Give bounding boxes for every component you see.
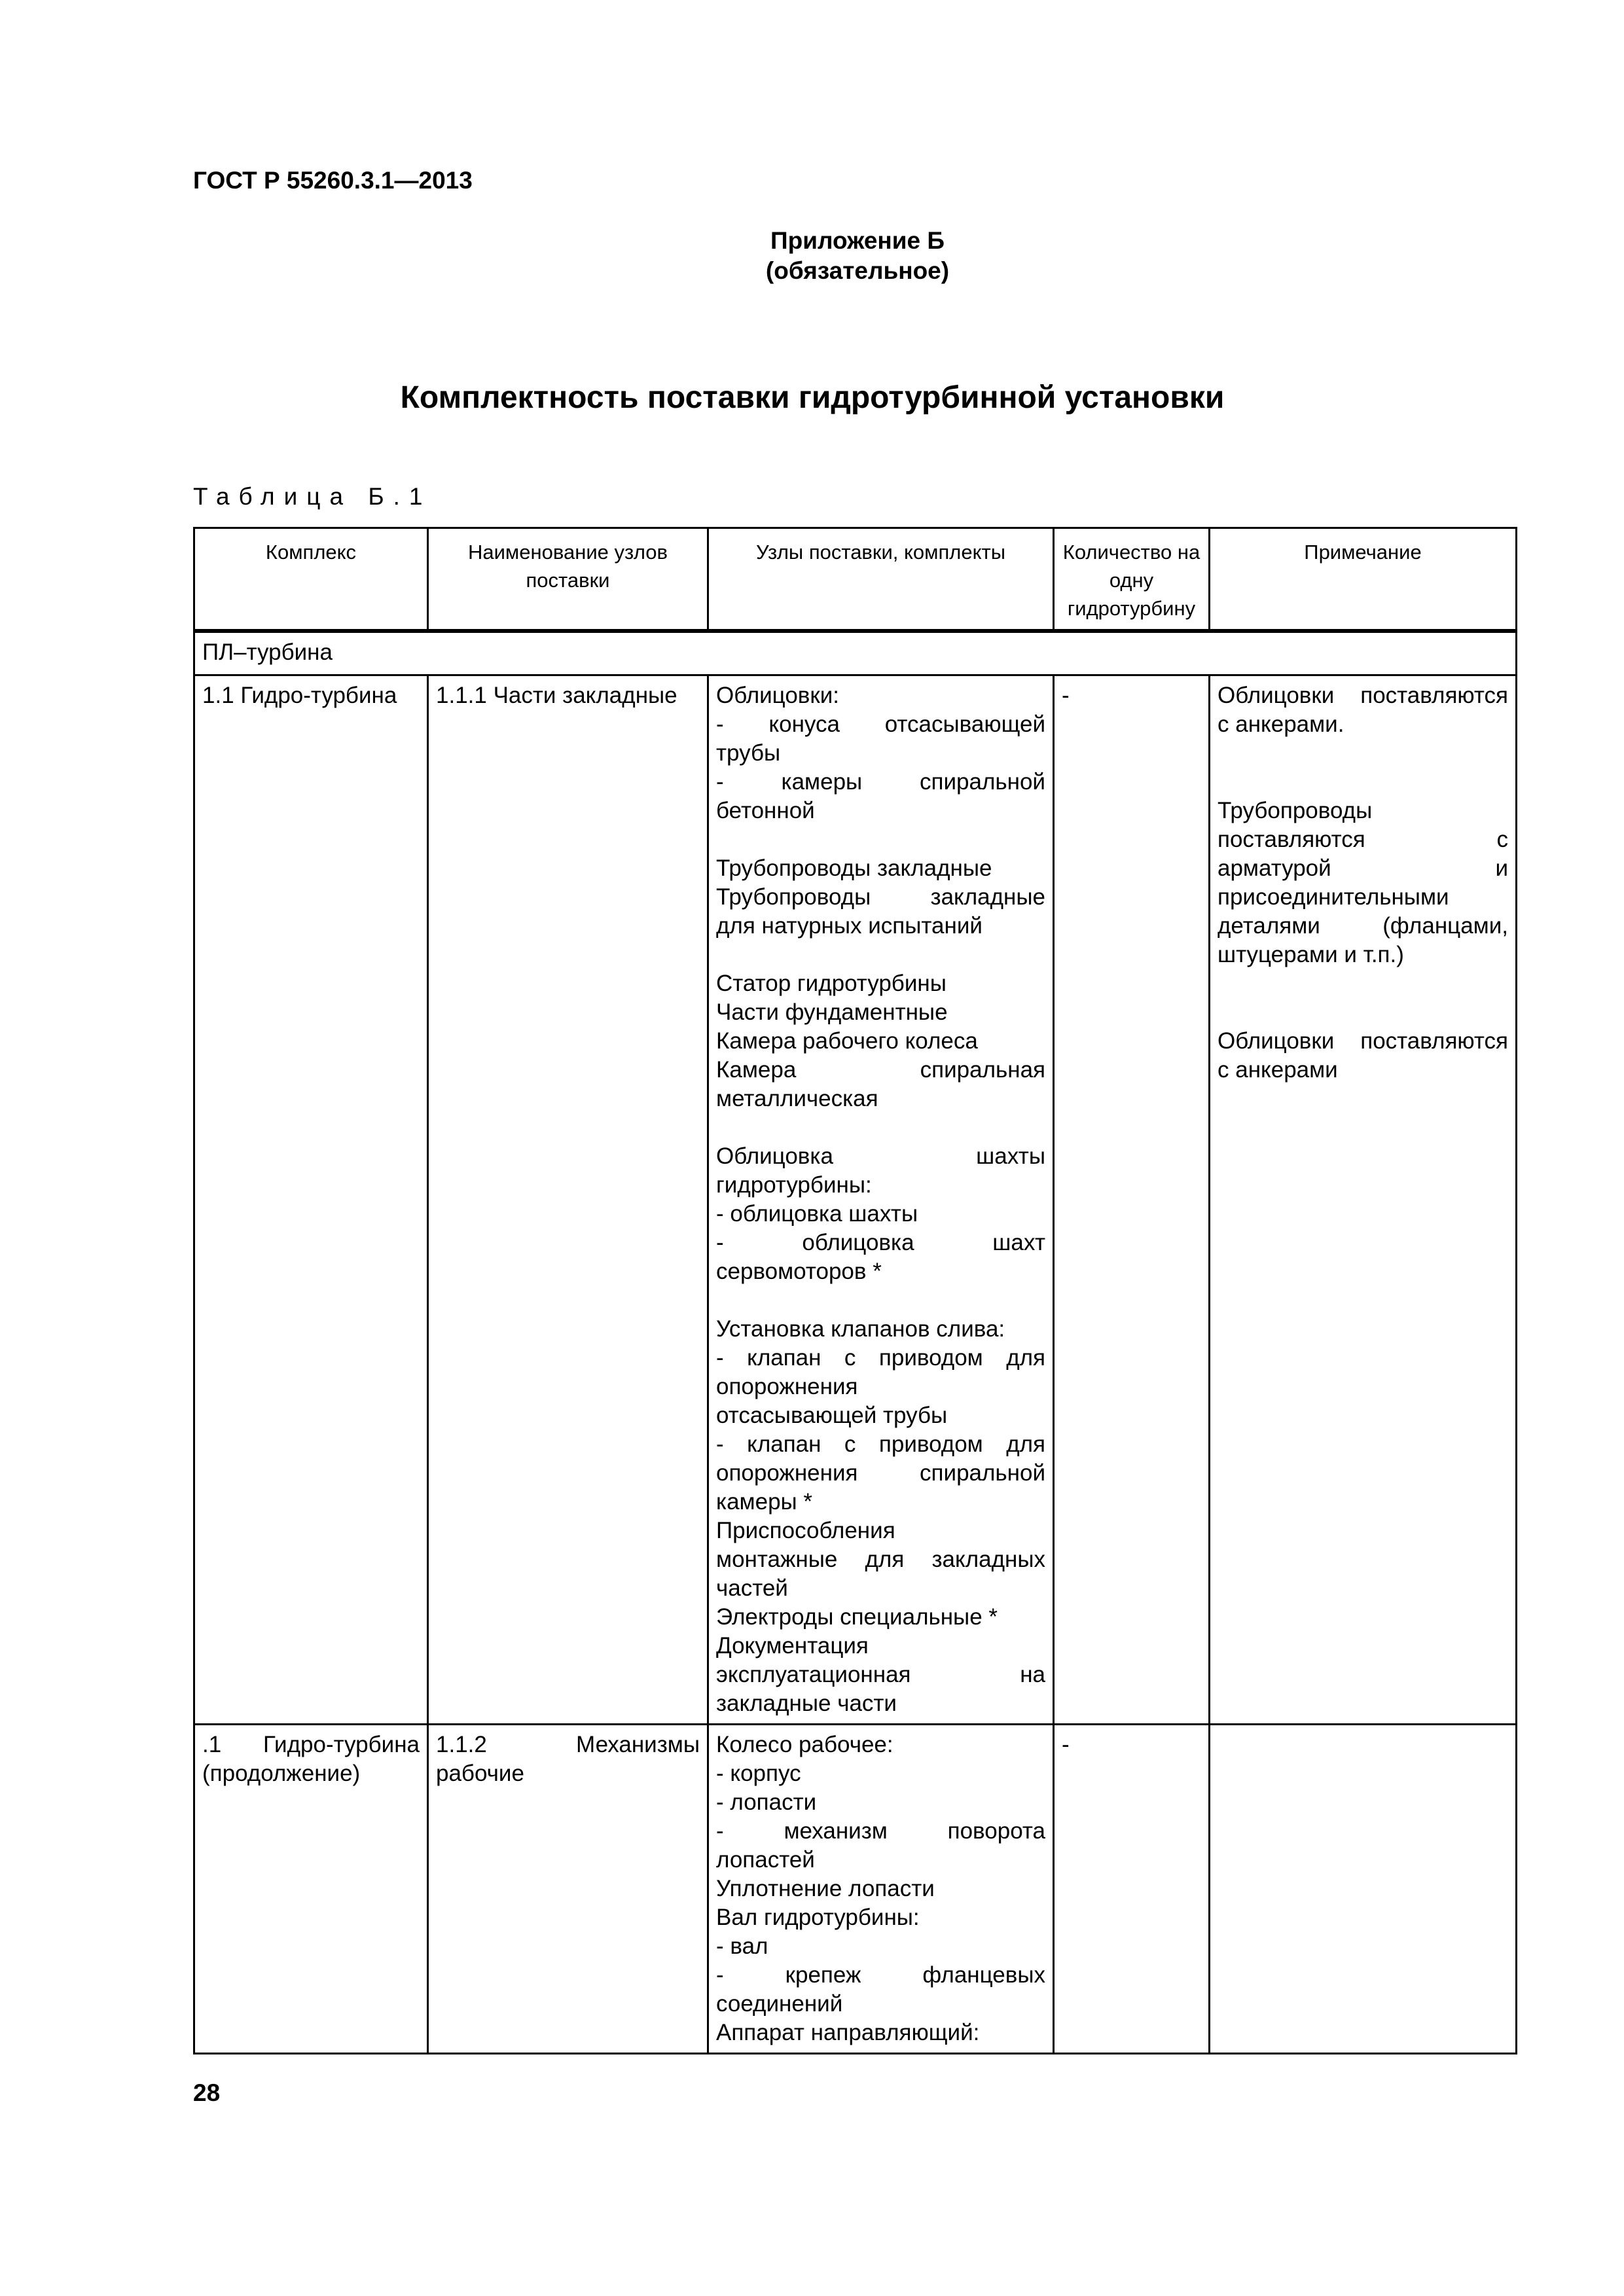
item-line: Облицовка шахты [716,1143,1045,1169]
group-title: ПЛ–турбина [194,631,1517,675]
item-line: Вал гидротурбины: [716,1905,920,1930]
quantity-text: - [1062,1732,1070,1757]
column-header-note: Примечание [1210,528,1517,631]
annex-heading [687,226,1028,286]
table-row [194,675,1517,1725]
unit-text: 1.1.1 Части закладные [436,683,677,708]
note-line: штуцерами и т.п.) [1218,942,1404,967]
item-line: Камера рабочего колеса [716,1028,978,1054]
complex-text: 1.1 Гидро-турбина [202,683,397,708]
item-line: Установка клапанов слива: [716,1316,1005,1342]
item-line: Документация [716,1633,869,1659]
unit-text: 1.1.2 Механизмы [436,1732,700,1757]
cell-complex [194,1725,428,2054]
column-header-quantity: Количество на одну гидротурбину [1054,528,1210,631]
item-line: - облицовка шахты [716,1201,918,1227]
document-title: Комплектность поставки гидротурбинной установки [400,380,1225,415]
item-line: - вал [716,1933,768,1959]
note-line: с анкерами [1218,1057,1338,1083]
note-line: Облицовки поставляются [1218,683,1508,708]
item-line: гидротурбины: [716,1172,872,1198]
item-line: бетонной [716,798,815,823]
item-line: лопастей [716,1847,815,1873]
item-line: - клапан с приводом для [716,1431,1045,1457]
item-line: трубы [716,740,781,766]
delivery-table [193,527,1517,2054]
cell-unit [428,1725,708,2054]
item-line: Трубопроводы закладные [716,884,1045,910]
item-line: - корпус [716,1761,801,1786]
page-number: 28 [193,2079,221,2106]
unit-text: рабочие [436,1761,524,1786]
item-line: металлическая [716,1086,878,1111]
item-line: монтажные для закладных [716,1547,1045,1572]
note-line: Облицовки поставляются [1218,1028,1508,1054]
complex-text: (продолжение) [202,1761,361,1786]
annex-title: Приложение Б [770,227,945,254]
column-header-complex: Комплекс [194,528,428,631]
item-line: Уплотнение лопасти [716,1876,935,1901]
item-line: Аппарат направляющий: [716,2020,980,2045]
cell-unit [428,675,708,1725]
table-label: Таблица Б.1 [193,483,432,510]
item-line: Части фундаментные [716,999,948,1025]
item-line: Приспособления [716,1518,895,1543]
note-line: с анкерами. [1218,711,1344,737]
note-line: деталями (фланцами, [1218,913,1508,939]
item-line: камеры * [716,1489,813,1515]
item-line: - клапан с приводом для [716,1345,1045,1371]
item-line: Трубопроводы закладные [716,855,992,881]
group-row [194,631,1517,675]
item-line: - камеры спиральной [716,769,1045,795]
annex-type: (обязательное) [765,257,950,284]
cell-note [1210,675,1517,1725]
item-line: отсасывающей трубы [716,1403,948,1428]
item-line: - крепеж фланцевых [716,1962,1045,1988]
item-line: Облицовки: [716,683,839,708]
cell-quantity [1054,1725,1210,2054]
item-line: Статор гидротурбины [716,971,947,996]
complex-text: .1 Гидро-турбина [202,1732,420,1757]
item-line: сервомоторов * [716,1259,882,1284]
item-line: эксплуатационная на [716,1662,1045,1687]
item-line: Колесо рабочее: [716,1732,893,1757]
item-line: - механизм поворота [716,1818,1045,1844]
table-row [194,1725,1517,2054]
item-line: Камера спиральная [716,1057,1045,1083]
item-line: - облицовка шахт [716,1230,1045,1255]
item-line: для натурных испытаний [716,913,983,939]
column-header-items: Узлы поставки, комплекты [708,528,1054,631]
item-line: соединений [716,1991,843,2017]
note-line: поставляются с [1218,827,1508,852]
column-header-unit-name: Наименование узлов поставки [428,528,708,631]
item-line: - конуса отсасывающей [716,711,1045,737]
item-line: опорожнения [716,1374,858,1399]
note-line: арматурой и [1218,855,1508,881]
cell-complex [194,675,428,1725]
note-line: Трубопроводы [1218,798,1373,823]
item-line: - лопасти [716,1789,817,1815]
item-line: частей [716,1575,788,1601]
item-line: закладные части [716,1691,897,1716]
cell-quantity [1054,675,1210,1725]
quantity-text: - [1062,683,1070,708]
cell-note [1210,1725,1517,2054]
item-line: опорожнения спиральной [716,1460,1045,1486]
table-header-row [194,528,1517,631]
document-code: ГОСТ Р 55260.3.1—2013 [193,167,473,194]
item-line: Электроды специальные * [716,1604,998,1630]
cell-items [708,1725,1054,2054]
cell-items [708,675,1054,1725]
note-line: присоединительными [1218,884,1449,910]
